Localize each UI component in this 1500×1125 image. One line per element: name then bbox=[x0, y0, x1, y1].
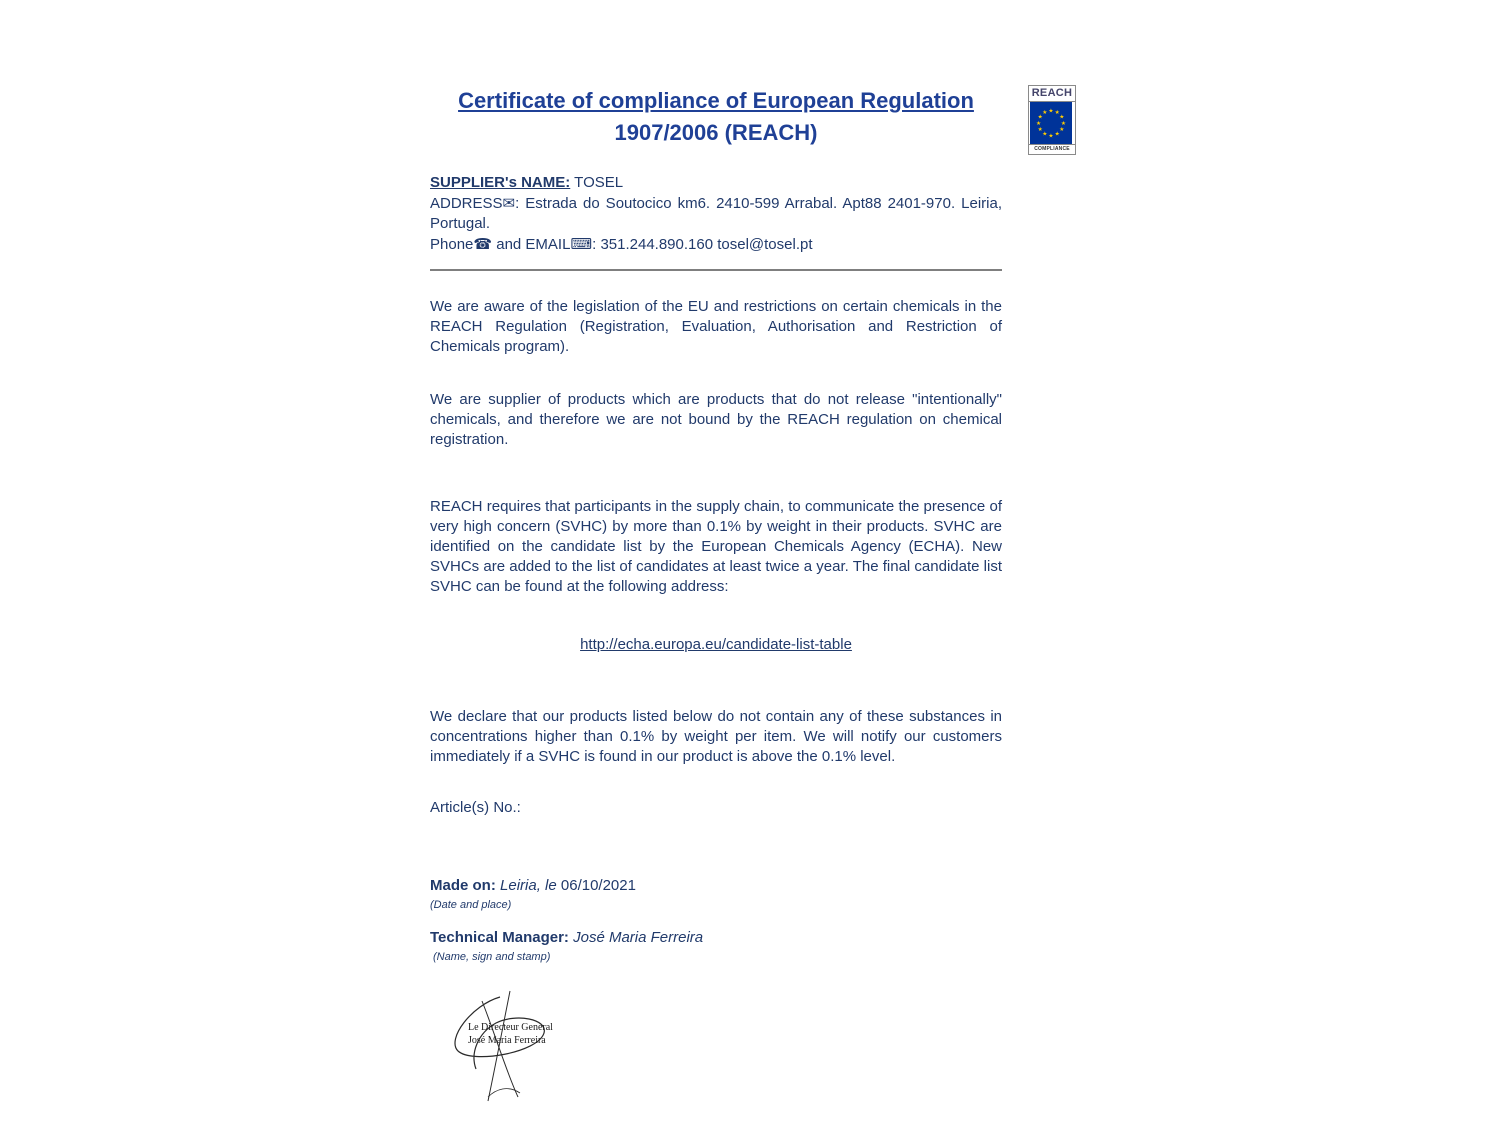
svg-text:★: ★ bbox=[1059, 127, 1065, 134]
reach-compliance-logo bbox=[1028, 85, 1076, 155]
svg-text:★: ★ bbox=[1042, 131, 1048, 138]
phone-label: Phone bbox=[430, 236, 474, 253]
eu-flag-icon bbox=[1029, 102, 1073, 144]
supplier-name-value: TOSEL bbox=[574, 174, 624, 191]
signature-stamp-line-1: Le Directeur General bbox=[468, 1022, 553, 1033]
paragraph-reach-awareness: We are aware of the legislation of the EU and restrictions on certain chemicals in the REACH Regulation (Registration, Evaluation, Authorisation and Restriction of Chemicals program). bbox=[430, 298, 1002, 355]
svg-text:★: ★ bbox=[1048, 133, 1054, 140]
document-body bbox=[430, 85, 1002, 1104]
email-label: and EMAIL bbox=[492, 236, 571, 253]
header-divider bbox=[430, 269, 1002, 271]
envelope-icon: ✉ bbox=[502, 194, 516, 212]
contact-value: : 351.244.890.160 tosel@tosel.pt bbox=[592, 236, 813, 253]
supplier-name-line bbox=[430, 173, 1002, 193]
signature-stamp-text bbox=[468, 1021, 553, 1047]
svg-text:★: ★ bbox=[1054, 131, 1060, 138]
signature bbox=[438, 989, 578, 1104]
computer-icon: ⌨ bbox=[570, 235, 593, 253]
supplier-name-label: SUPPLIER's NAME: bbox=[430, 174, 571, 191]
title-line-1: Certificate of compliance of European Regulation bbox=[458, 88, 974, 113]
paragraph-svhc-requirements: REACH requires that participants in the supply chain, to communicate the presence of very high concern (SVHC) by more than 0.1% by weight in their products. SVHC are identified on the candidate list by the European Chemicals Agency (ECHA). New SVHCs are added to the list of candidates at least twice a year. The final candidate list SVHC can be found at the following address: bbox=[430, 498, 1002, 595]
made-on-label: Made on: bbox=[430, 877, 496, 894]
title-line-2: 1907/2006 (REACH) bbox=[614, 120, 818, 145]
svg-text:★: ★ bbox=[1042, 110, 1048, 117]
address-value: : Estrada do Soutocico km6. 2410-599 Arrabal. Apt88 2401-970. Leiria, Portugal. bbox=[430, 195, 1002, 232]
paragraph-supplier-statement: We are supplier of products which are products that do not release "intentionally" chemicals, and therefore we are not bound by the REACH regulation on chemical registration. bbox=[430, 391, 1002, 448]
date-place-note: (Date and place) bbox=[430, 899, 512, 911]
candidate-list-link[interactable]: http://echa.europa.eu/candidate-list-table bbox=[580, 636, 852, 653]
made-on-date: 06/10/2021 bbox=[560, 877, 636, 894]
sign-stamp-note: (Name, sign and stamp) bbox=[433, 951, 551, 963]
address-label: ADDRESS bbox=[430, 195, 503, 212]
svg-text:★: ★ bbox=[1060, 120, 1066, 127]
technical-manager-label: Technical Manager: bbox=[430, 929, 569, 946]
reach-logo-text: REACH bbox=[1029, 86, 1075, 102]
svg-text:★: ★ bbox=[1048, 108, 1054, 115]
technical-manager-line bbox=[430, 928, 1002, 948]
svg-text:★: ★ bbox=[1054, 110, 1060, 117]
document-title bbox=[430, 85, 1002, 149]
supplier-address-line bbox=[430, 193, 1002, 234]
svg-text:★: ★ bbox=[1059, 114, 1065, 121]
signature-stamp-line-2: José Maria Ferreira bbox=[468, 1035, 546, 1046]
article-number-label: Article(s) No.: bbox=[430, 799, 521, 816]
phone-icon: ☎ bbox=[473, 235, 493, 253]
candidate-list-link-line bbox=[430, 635, 1002, 655]
svg-text:★: ★ bbox=[1037, 127, 1043, 134]
made-on-place: Leiria, le bbox=[500, 877, 557, 894]
paragraph-declaration: We declare that our products listed below do not contain any of these substances in concentrations higher than 0.1% by weight per item. We will notify our customers immediately if a SVHC is found in our product is above the 0.1% level. bbox=[430, 708, 1002, 765]
supplier-block bbox=[430, 173, 1002, 255]
technical-manager-name: José Maria Ferreira bbox=[573, 929, 704, 946]
compliance-label: COMPLIANCE bbox=[1029, 144, 1075, 154]
made-on-line bbox=[430, 876, 1002, 896]
supplier-contact-line bbox=[430, 234, 1002, 255]
svg-text:★: ★ bbox=[1036, 120, 1042, 127]
svg-text:★: ★ bbox=[1037, 114, 1043, 121]
